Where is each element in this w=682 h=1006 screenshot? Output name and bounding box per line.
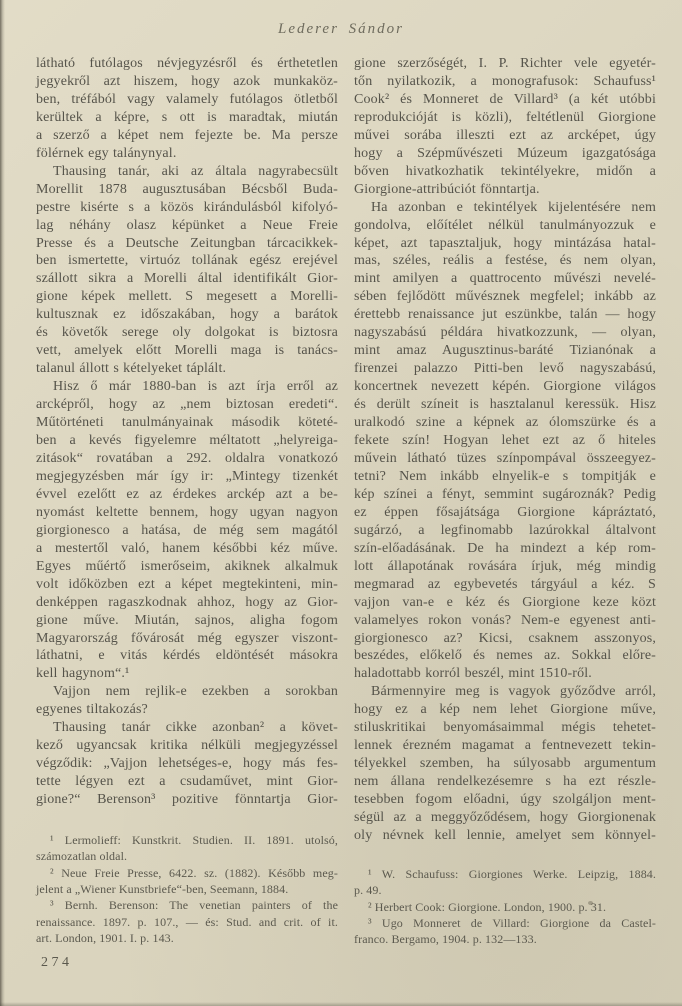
text-line: volt időközben ezt a képet megtekinteni, min- bbox=[36, 576, 338, 592]
text-line: haladottabb korról beszél, mint 1510-ről. bbox=[354, 666, 592, 682]
text-line: kező ugyancsak kritika nélküli megjegyzéssel bbox=[36, 738, 338, 754]
text-line: mas, széles, reális a festése, és nem olyan, bbox=[354, 253, 656, 269]
footnote-line: ¹ Lermolieff: Kunstkrit. Studien. II. 1891. utolsó, bbox=[50, 833, 338, 848]
text-line: érettebb renaissance jut eszünkbe, talán — hogy bbox=[354, 307, 656, 323]
page-number: 274 bbox=[41, 955, 73, 971]
page-bottom-edge-shadow bbox=[0, 1002, 682, 1006]
text-line: művein látható tüzes színpompával összeegyez- bbox=[354, 450, 656, 466]
footnote-line: renaissance. 1897. p. 107., — és: Stud. and crit. of it. bbox=[36, 914, 338, 929]
text-line: gondolva, előítélet nélkül tanulmányozzuk e bbox=[354, 217, 656, 233]
text-line: évvel ezelőtt ez az érdekes arckép azt a be- bbox=[36, 486, 338, 502]
text-line: megjegyzésben már így ir: „Mintegy tizenkét bbox=[36, 468, 338, 484]
text-line: gione műve. Miután, sajnos, aligha fogom bbox=[36, 612, 338, 628]
text-line: beszédes, előkelő és nemes az. Sokkal előre- bbox=[354, 648, 656, 664]
text-line: képet, azt tapasztaljuk, hogy mintázása hatal- bbox=[354, 235, 656, 251]
text-line: Műtörténeti tanulmányainak második köteté- bbox=[36, 415, 338, 431]
text-line: ben, tréfából vagy valamely futólagos ötletből bbox=[36, 91, 338, 107]
text-line: Ha azonban e tekintélyek kijelentésére nem bbox=[371, 199, 656, 215]
text-line: zitások“ rovatában a 292. oldalra vonatkozó bbox=[36, 450, 338, 466]
left-column-body bbox=[36, 55, 338, 809]
text-line: hogy a Szépművészeti Múzeum igazgatósága bbox=[354, 145, 656, 161]
text-line: jegyekről azt hiszem, hogy azok munkaköz- bbox=[36, 73, 338, 89]
footnote-line: ³ Ugo Monneret de Villard: Giorgione da Castel- bbox=[368, 915, 656, 930]
text-line: reprodukcióját is közli), feltétlenül Giorgione bbox=[354, 109, 656, 125]
text-line: giorgionesco a hatása, de még sem magától bbox=[36, 522, 338, 538]
text-line: arcképről, hogy az „nem biztosan eredeti“. bbox=[36, 397, 338, 413]
two-column-text-block bbox=[0, 38, 682, 971]
text-line: Presse és a Deutsche Zeitungban tárcacikkek- bbox=[36, 235, 338, 251]
text-line: Cook² és Monneret de Villard³ (a két utóbbi bbox=[354, 91, 656, 107]
footnote-line: jelent a „Wiener Kunstbriefe“-ben, Seemann, 1884. bbox=[36, 881, 289, 896]
text-line: gione képek mellett. S megesett a Morelli- bbox=[36, 289, 338, 305]
right-column bbox=[354, 55, 656, 971]
text-line: ez éppen fősajátsága Giorgione kápráztató, bbox=[354, 504, 656, 520]
right-column-footnotes bbox=[354, 866, 656, 947]
text-line: ségül az a meggyőződésem, hogy Giorgionenak bbox=[354, 810, 656, 826]
text-line: mint amaz Augusztinus-baráté Tizianónak a bbox=[354, 343, 656, 359]
text-line: kerültek a képre, s ott is maradtak, miután bbox=[36, 109, 338, 125]
text-line: szín-előadásának. De ha mindezt a kép rom- bbox=[354, 540, 656, 556]
text-line: látható futólagos névjegyzésről és érthetetlen bbox=[36, 56, 338, 71]
left-column-footnotes bbox=[36, 832, 338, 946]
footnote-line: számozatlan oldal. bbox=[36, 849, 128, 864]
footnote-line: ² Neue Freie Presse, 6422. sz. (1882). Később meg- bbox=[50, 865, 338, 880]
text-line: a szerző a képet nem fejezte be. Ma persze bbox=[36, 127, 338, 143]
text-line: megmarad az egybevetés tárgyául a kéz. S bbox=[354, 576, 656, 592]
text-line: oly névnek kell lennie, amelyet sem könnyel- bbox=[354, 827, 656, 843]
footnote-line: ¹ W. Schaufuss: Giorgiones Werke. Leipzig, 1884. bbox=[368, 866, 656, 881]
text-line: vajjon van-e e kéz és Giorgione keze közt bbox=[354, 594, 656, 610]
text-line: Thausing tanár cikke azonban² a követ- bbox=[53, 720, 338, 736]
text-line: télyekkel szemben, ha súlyosabb argumentum bbox=[354, 756, 656, 772]
text-line: Hisz ő már 1880-ban is azt írja erről az bbox=[53, 379, 338, 395]
text-line: nagyszabású példára hivatkozzunk, — olyan, bbox=[354, 325, 656, 341]
text-line: Egyes műértő ismerőseim, akiknek alkalmuk bbox=[36, 558, 338, 574]
text-line: nyomást keltette bennem, hogy ugyan nagyon bbox=[36, 504, 338, 520]
footnote-line: ³ Bernh. Berenson: The venetian painters of the bbox=[50, 898, 338, 913]
text-line: valamelyes rokon vonás? Nem-e egyenest anti- bbox=[354, 612, 656, 628]
text-line: gione szerzőségét, I. P. Richter vele egyetér- bbox=[354, 56, 656, 71]
text-line: denképpen ragaszkodnak ahhoz, hogy az Gior- bbox=[36, 594, 338, 610]
text-line: talanul állott s kételyeket táplált. bbox=[36, 361, 227, 377]
text-line: művei sorába illeszti ezt az arcképet, úgy bbox=[354, 127, 656, 143]
footnote-line: art. London, 1901. I. p. 143. bbox=[36, 930, 174, 945]
running-header-author: Lederer Sándor bbox=[277, 21, 405, 37]
text-line: vett, amelyek előtt Morelli maga is tanács- bbox=[36, 343, 338, 359]
text-line: Magyarország fővárosát még egyszer viszont- bbox=[36, 630, 338, 646]
text-line: lag néhány olasz képünket a Neue Freie bbox=[36, 217, 338, 233]
text-line: tetni? Nem inkább elnyelik-e s tompitják e bbox=[354, 468, 656, 484]
right-column-body bbox=[354, 55, 656, 845]
text-line: stiluskritikai benyomásaimmal mégis tehetet- bbox=[354, 720, 656, 736]
text-line: Vajjon nem rejlik-e ezekben a sorokban bbox=[53, 684, 338, 700]
text-line: koncertnek nevezett képén. Giorgione világos bbox=[354, 379, 656, 395]
text-line: Morellit 1878 augusztusában Bécsből Buda- bbox=[36, 181, 338, 197]
text-line: sugárzó, a legfinomabb lazúrokkal általvont bbox=[354, 522, 656, 538]
text-line: fölérnek egy talánynyal. bbox=[36, 145, 177, 161]
footnote-line: franco. Bergamo, 1904. p. 132—133. bbox=[354, 932, 537, 947]
text-line: láthatni, e vitás kérdés eldöntését másokra bbox=[36, 648, 338, 664]
text-line: tette légyen ezt a csudaművet, mint Gior- bbox=[36, 774, 338, 790]
text-line: fekete szín! Hogyan lehet ezt az ő hiteles bbox=[354, 433, 656, 449]
text-line: lott állapotának rovására írjuk, még mindig bbox=[354, 558, 656, 574]
text-line: és követők serege oly dolgokat is biztosra bbox=[36, 325, 338, 341]
page-left-edge-shadow bbox=[0, 0, 5, 1006]
left-column bbox=[36, 55, 338, 971]
text-line: mint amilyen a quattrocento művészi nevelé- bbox=[354, 271, 656, 287]
text-line: kultusznak ez időszakában, hogy a barátok bbox=[36, 307, 338, 323]
text-line: egyenes tiltakozás? bbox=[36, 702, 148, 718]
text-line: giorgionesco az? Kicsi, csaknem asszonyos, bbox=[354, 630, 656, 646]
text-line: hogy ez a kép nem lehet Giorgione műve, bbox=[354, 702, 656, 718]
text-line: Bármennyire meg is vagyok győződve arról, bbox=[371, 684, 656, 700]
text-line: gione?“ Berenson³ pozitive fönntartja Gior- bbox=[36, 792, 338, 808]
paper-speck bbox=[588, 901, 593, 905]
footnote-line: ² Herbert Cook: Giorgione. London, 1900. p. 31. bbox=[368, 899, 607, 914]
text-line: lennek érezném magamat a fentnevezett tekin- bbox=[354, 738, 656, 754]
text-line: és derült színeit is hasztalanul keressük. Hisz bbox=[354, 397, 656, 413]
text-line: nem állana rendelkezésemre s ha ezt részle- bbox=[354, 774, 656, 790]
text-line: Thausing tanár, aki az általa nagyrabecsült bbox=[53, 163, 338, 179]
text-line: ben ismertette, virtuóz tollának egész erejével bbox=[36, 253, 338, 269]
text-line: tesebben fogom előadni, úgy szolgáljon ment- bbox=[354, 792, 656, 808]
text-line: bőven hivatkozhatik tekintélyekre, midőn a bbox=[354, 163, 656, 179]
text-line: sében fejlődött művésznek megfelel; inkább az bbox=[354, 289, 656, 305]
text-line: kép színei a fényt, semmint sugároznák? Pedig bbox=[354, 486, 656, 502]
text-line: a mestertől való, hanem későbbi kéz műve. bbox=[36, 540, 338, 556]
text-line: Giorgione-attribúciót fönntartja. bbox=[354, 181, 540, 197]
text-line: firenzei palazzo Pitti-ben levő nagyszabású, bbox=[354, 361, 656, 377]
text-line: kell hagynom“.¹ bbox=[36, 666, 130, 682]
text-line: pestre kisérte s a közös kirándulásból kifolyó- bbox=[36, 199, 338, 215]
text-line: szállott sikra a Morelli által identifikált Gior- bbox=[36, 271, 338, 287]
text-line: végződik: „Vajjon lehetséges-e, hogy más fes- bbox=[36, 756, 338, 772]
text-line: uralkodó szine a képnek az ólomszürke és a bbox=[354, 415, 656, 431]
text-line: ben a kevés figyelemre méltatott „helyreiga- bbox=[36, 433, 338, 449]
text-line: tőn nyilatkozik, a monografusok: Schaufuss¹ bbox=[354, 73, 656, 89]
footnote-line: p. 49. bbox=[354, 883, 382, 898]
